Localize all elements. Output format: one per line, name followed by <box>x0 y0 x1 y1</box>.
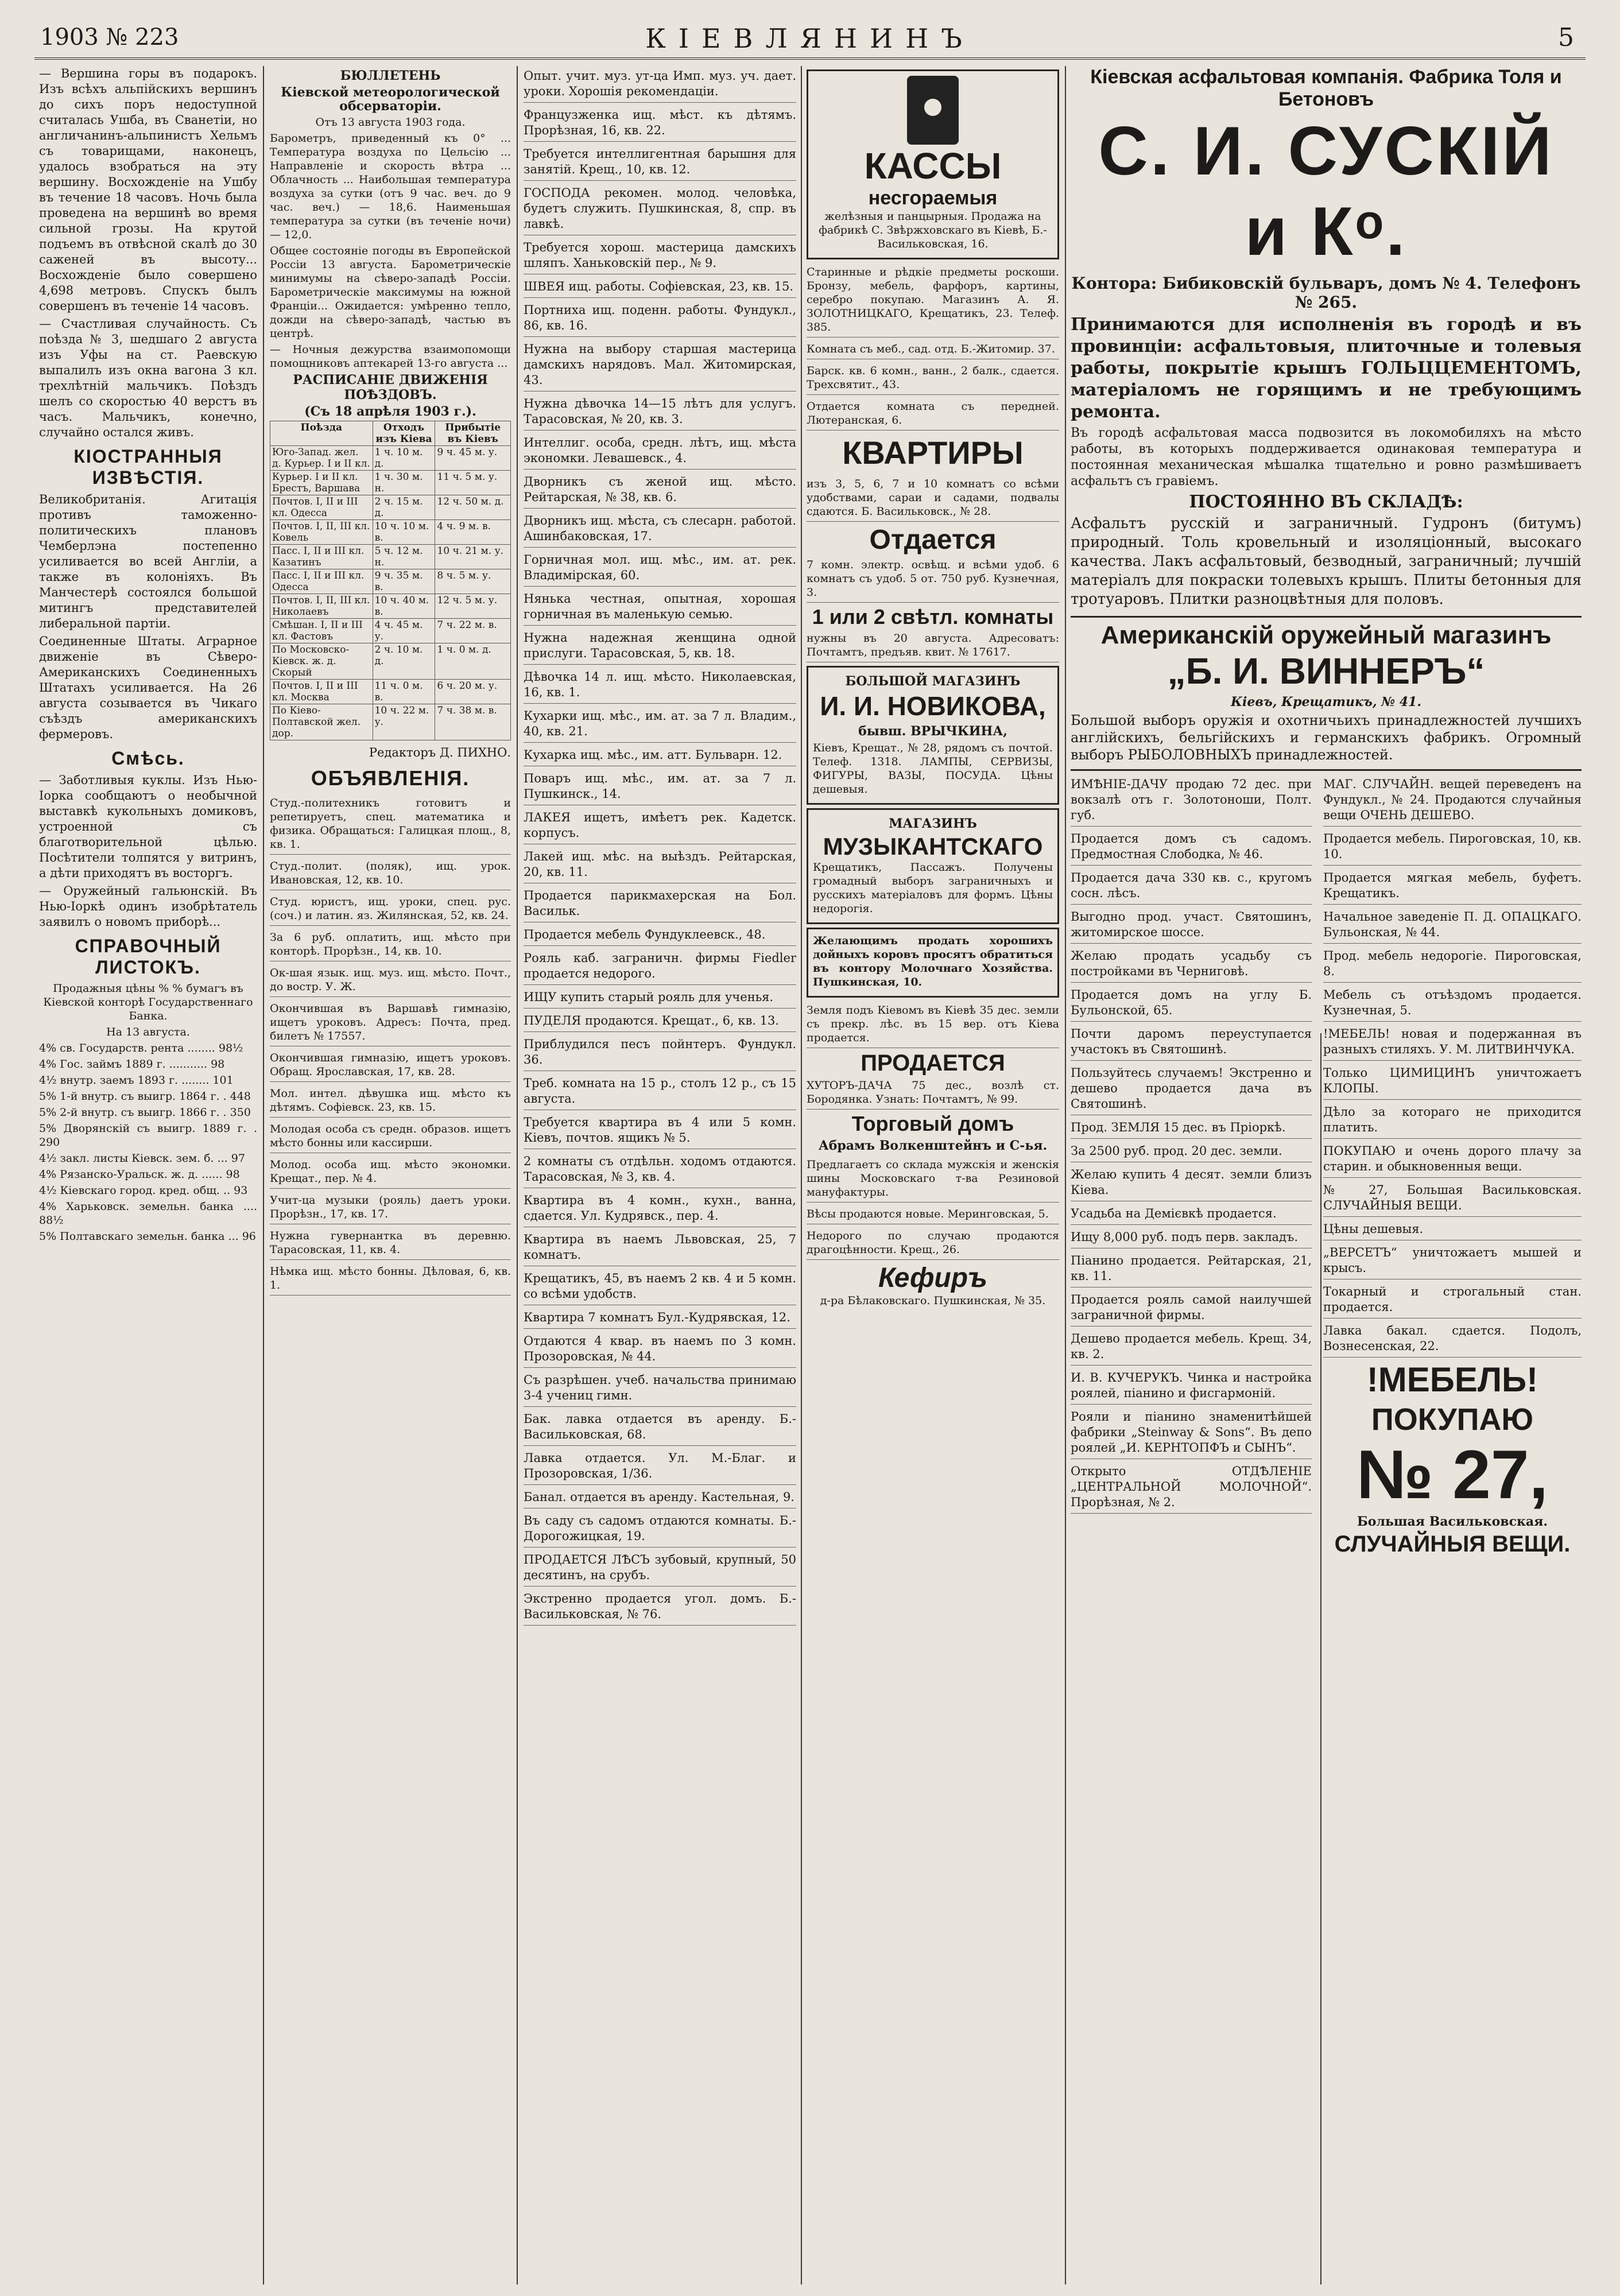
classified-ad: Мол. интел. дѣвушка ищ. мѣсто къ дѣтямъ. Софіевск. 23, кв. 15. <box>270 1084 511 1118</box>
classified-ad: 4½ закл. листы Кіевск. зем. б. ... 97 <box>39 1152 245 1165</box>
trade-house-text: Предлагаетъ со склада мужскія и женскія шины Московскаго т-ва Резиновой мануфактуры. <box>807 1155 1059 1203</box>
classified-ad: Ищу 8,000 руб. подъ перв. закладъ. <box>1071 1227 1312 1248</box>
classified-ad: Піанино продается. Рейтарская, 21, кв. 11. <box>1071 1251 1312 1287</box>
column-rule <box>517 66 518 2285</box>
classified-ad: Продается парикмахерская на Бол. Васильк. <box>524 886 796 922</box>
cows-advert <box>807 928 1059 998</box>
night-duty-text: — Ночныя дежурства взаимопомощи помощниковъ аптекарей 13-го августа ... <box>270 343 511 370</box>
music-shop-title: МУЗЫКАНТСКАГО <box>823 833 1043 860</box>
classified-ad: Дѣвочка 14 л. ищ. мѣсто. Николаевская, 16, кв. 1. <box>524 667 796 704</box>
schedule-cell: 12 ч. 5 м. у. <box>435 594 511 619</box>
classified-ad: Окончившая въ Варшавѣ гимназію, ищетъ уроковъ. Адресъ: Почта, пред. билетъ № 17557. <box>270 999 511 1046</box>
classified-ad: Продается мебель Фундуклеевск., 48. <box>524 925 796 946</box>
classified-ad: Студ.-полит. (поляк), ищ. урок. Ивановская, 12, кв. 10. <box>270 857 511 890</box>
page-number: 5 <box>1558 23 1574 52</box>
schedule-cell: Пасс. I, II и III кл. Казатинъ <box>270 545 373 569</box>
music-shop-pre: МАГАЗИНЪ <box>889 816 977 831</box>
classified-ad: Продается домъ на углу Б. Бульонской, 65. <box>1071 985 1312 1022</box>
novikov-advert <box>807 666 1059 805</box>
schedule-row <box>270 594 511 619</box>
shop-title: СЛУЧАЙНЫЯ ВЕЩИ. <box>1334 1531 1571 1557</box>
reference-subtitle: Продажныя цѣны % % бумагъ въ Кіевской конторѣ Государственнаго Банка. <box>43 982 253 1022</box>
bulletin-text: Барометръ, приведенный къ 0° ... Температура воздуха по Цельсію ... Направленіе и скорость вѣтра ... Облачность ... Наибольшая температура воздуха за сутки (отъ 9 час. веч. до 9 час. веч.) — 18,6. Наименьшая температура за сутки (въ теченіе ночи) — 12,0. <box>270 132 511 241</box>
classified-ad: Требуется квартира въ 4 или 5 комн. Кіевъ, почтов. ящикъ № 5. <box>524 1112 796 1149</box>
classified-ad: ИЩУ купить старый рояль для ученья. <box>524 987 796 1009</box>
classified-ad: Продается рояль самой наилучшей заграничной фирмы. <box>1071 1290 1312 1327</box>
classified-ad: Желаю продать усадьбу съ постройками въ Черниговѣ. <box>1071 946 1312 983</box>
classified-ad: Портниха ищ. поденн. работы. Фундукл., 86, кв. 16. <box>524 300 796 337</box>
schedule-cell: 6 ч. 20 м. у. <box>435 680 511 704</box>
classified-ad: Мебель съ отъѣздомъ продается. Кузнечная, 5. <box>1323 985 1582 1022</box>
editor-line: Редакторъ Д. ПИХНО. <box>369 746 511 759</box>
schedule-cell: 2 ч. 10 м. д. <box>373 643 435 680</box>
kefir-title: Кефиръ <box>878 1263 987 1293</box>
classified-ad: Горничная мол. ищ. мѣс., им. ат. рек. Владимірская, 60. <box>524 550 796 587</box>
reference-date: На 13 августа. <box>106 1026 190 1038</box>
classified-ad: 4% Рязанско-Уральск. ж. д. ...... 98 <box>39 1168 240 1181</box>
schedule-cell: 9 ч. 45 м. у. <box>435 446 511 471</box>
classified-ad: Рояли и піанино знаменитѣйшей фабрики „Steinway & Sons“. Въ депо роялей „И. КЕРНТОПФЪ и СЫНЪ“. <box>1071 1407 1312 1459</box>
news-paragraph: — Счастливая случайность. Съ поѣзда № 3, шедшаго 2 августа изъ Уфы на ст. Раевскую выпалилъ изъ окна вагона 3 кл. трехлѣтній мальчикъ. Поѣздъ шелъ со скоростью 40 верстъ въ часъ. Мальчикъ, конечно, случайно остался живъ. <box>39 317 257 439</box>
schedule-cell: Пасс. I, II и III кл. Одесса <box>270 569 373 594</box>
classified-ad: ШВЕЯ ищ. работы. Софіевская, 23, кв. 15. <box>524 277 796 298</box>
classified-ad: Дворникъ съ женой ищ. мѣсто. Рейтарская, № 38, кв. 6. <box>524 472 796 509</box>
music-shop-advert <box>807 808 1059 924</box>
schedule-cell: 1 ч. 0 м. д. <box>435 643 511 680</box>
for-rent-title: Отдается <box>869 525 997 555</box>
classified-ad: Начальное заведеніе П. Д. ОПАЦКАГО. Бульонская, № 44. <box>1323 907 1582 944</box>
furniture-title: !МЕБЕЛЬ! <box>1366 1360 1538 1399</box>
classified-ad: 5% Полтавскаго земельн. банка ... 96 <box>39 1230 256 1243</box>
asphalt-office: Контора: Бибиковскій бульваръ, домъ № 4. Телефонъ № 265. <box>1071 274 1581 312</box>
schedule-cell: 12 ч. 50 м. д. <box>435 495 511 520</box>
classified-list <box>270 794 511 1296</box>
schedule-row <box>270 569 511 594</box>
classified-ad: 4½ внутр. заемъ 1893 г. ........ 101 <box>39 1074 234 1087</box>
classified-ad: Квартира 7 комнатъ Бул.-Кудрявская, 12. <box>524 1308 796 1329</box>
schedule-cell: 2 ч. 15 м. д. <box>373 495 435 520</box>
schedule-header-cell: Отходъ изъ Кіева <box>373 421 435 446</box>
classified-ad: Дѣло за котораго не приходится платить. <box>1323 1102 1582 1139</box>
classified-ad: Студ.-политехникъ готовитъ и репетируетъ, спец. математика и физика. Обращаться: Галицкая площ., 8, кв. 1. <box>270 794 511 855</box>
classified-list <box>807 340 1059 430</box>
trade-house-sub: Абрамъ Волкенштейнъ и С-ья. <box>818 1138 1048 1153</box>
classified-ad: Отдается комната съ передней. Лютеранская, 6. <box>807 397 1059 430</box>
classified-ad: Приблудился песъ пойнтеръ. Фундукл. 36. <box>524 1034 796 1071</box>
schedule-cell: Почтов. I, II и III кл. Одесса <box>270 495 373 520</box>
classified-ad: Только ЦИМИЦИНЪ уничтожаетъ КЛОПЫ. <box>1323 1063 1582 1100</box>
issue-number: 1903 № 223 <box>40 24 179 51</box>
schedule-row <box>270 680 511 704</box>
bulletin-subtitle: Кіевской метеорологической обсерваторіи. <box>281 85 500 114</box>
classified-ad: За 2500 руб. прод. 20 дес. земли. <box>1071 1141 1312 1162</box>
arms-address: Кіевъ, Крещатикъ, № 41. <box>1230 695 1422 709</box>
column-5 <box>1071 66 1582 2285</box>
classified-ad: Квартира въ 4 комн., кухн., ванна, сдается. Ул. Кудрявск., пер. 4. <box>524 1190 796 1227</box>
classified-ad: Опыт. учит. муз. ут-ца Имп. муз. уч. дает. уроки. Хорошія рекомендаціи. <box>524 66 796 103</box>
schedule-cell: 10 ч. 21 м. у. <box>435 545 511 569</box>
classified-ad: Молодая особа съ средн. образов. ищетъ мѣсто бонны или кассирши. <box>270 1120 511 1153</box>
securities-list <box>39 1041 257 1243</box>
news-paragraph: Соединенные Штаты. Аграрное движеніе въ Сѣверо-Американскихъ Соединенныхъ Штатахъ усиливается. На 26 августа созывается въ Чикаго съѣздъ американскихъ фермеровъ. <box>39 634 257 741</box>
asphalt-stock-text: Асфальтъ русскій и заграничный. Гудронъ (битумъ) природный. Толь кровельный и изоляціонный, высокаго качества. Лакъ асфальтовый, безводный, заграничный; лучшій матеріалъ для покраски толевыхъ крышъ. Плиты бетонныя для тротуаровъ. Плитки разноцвѣтныя для половъ. <box>1071 515 1582 608</box>
column-rule <box>801 66 802 2285</box>
classified-ad: Комната съ меб., сад. отд. Б.-Житомир. 37. <box>807 340 1059 359</box>
classified-ad: Кухарка ищ. мѣс., им. атт. Бульварн. 12. <box>524 745 796 766</box>
classified-ad: !МЕБЕЛЬ! новая и подержанная въ разныхъ стиляхъ. У. М. ЛИТВИНЧУКА. <box>1323 1024 1582 1061</box>
classified-ad: Интеллиг. особа, средн. лѣтъ, ищ. мѣста экономки. Левашевск., 4. <box>524 433 796 470</box>
section-heading: КІОСТРАННЫЯ ИЗВѢСТІЯ. <box>73 446 223 488</box>
schedule-row <box>270 619 511 643</box>
classified-ad: 4% Харьковск. земельн. банка .... 88½ <box>39 1200 257 1227</box>
for-sale-title: ПРОДАЕТСЯ <box>861 1050 1005 1076</box>
classified-ad: Нянька честная, опытная, хорошая горничная въ маленькую семью. <box>524 589 796 626</box>
apartments-text: изъ 3, 5, 6, 7 и 10 комнатъ со всѣми удобствами, сараи и садами, подвалы сдаются. Б. Васильковск., № 28. <box>807 475 1059 522</box>
announcements-heading: ОБЪЯВЛЕНІЯ. <box>311 766 470 790</box>
schedule-header-cell: Поѣзда <box>270 421 373 446</box>
schedule-cell: 10 ч. 40 м. в. <box>373 594 435 619</box>
classified-ad: 4½ Кіевскаго город. кред. общ. .. 93 <box>39 1184 248 1197</box>
classified-ad: Требуется интеллигентная барышня для занятій. Крещ., 10, кв. 12. <box>524 144 796 181</box>
classified-ad: Крещатикъ, 45, въ наемъ 2 кв. 4 и 5 комн. со всѣми удобств. <box>524 1269 796 1305</box>
novikov-title: И. И. НОВИКОВА, <box>820 691 1046 721</box>
classified-ad: Бак. лавка отдается въ аренду. Б.-Васильковская, 68. <box>524 1409 796 1446</box>
schedule-cell: 5 ч. 12 м. н. <box>373 545 435 569</box>
schedule-cell: Смѣшан. I, II и III кл. Фастовъ <box>270 619 373 643</box>
schedule-cell: 10 ч. 10 м. в. <box>373 520 435 545</box>
schedule-row <box>270 643 511 680</box>
cows-text: Желающимъ продать хорошихъ дойныхъ коровъ просятъ обратиться въ контору Молочнаго Хозяйства. Пушкинская, 10. <box>813 934 1053 988</box>
schedule-cell: 9 ч. 35 м. в. <box>373 569 435 594</box>
novikov-text: Кіевъ, Крещат., № 28, рядомъ съ почтой. Телеф. 1318. ЛАМПЫ, СЕРВИЗЫ, ФИГУРЫ, ВАЗЫ, ПОСУДА. Цѣны дешевыя. <box>813 742 1053 796</box>
schedule-cell: 1 ч. 10 м. д. <box>373 446 435 471</box>
classified-ad: 4% Гос. займъ 1889 г. ........... 98 <box>39 1058 225 1071</box>
classified-ad: Прод. ЗЕМЛЯ 15 дес. въ Пріоркѣ. <box>1071 1118 1312 1139</box>
bulletin-title: БЮЛЛЕТЕНЬ <box>340 68 441 83</box>
for-rent-text: 7 комн. электр. освѣщ. и всѣми удоб. 6 комнатъ съ удоб. 5 от. 750 руб. Кузнечная, 3. <box>807 556 1059 603</box>
schedule-row <box>270 520 511 545</box>
schedule-row <box>270 545 511 569</box>
schedule-cell: 11 ч. 0 м. в. <box>373 680 435 704</box>
arms-text: Большой выборъ оружія и охотничьихъ принадлежностей лучшихъ англійскихъ, бельгійскихъ и германскихъ фабрикъ. Огромный выборъ РЫБОЛОВНЫХЪ принадлежностей. <box>1071 712 1582 763</box>
schedule-cell: 11 ч. 5 м. у. <box>435 471 511 495</box>
novikov-pre: БОЛЬШОЙ МАГАЗИНЪ <box>845 674 1021 689</box>
classified-ad: Желаю купить 4 десят. земли близъ Кіева. <box>1071 1165 1312 1201</box>
masthead <box>34 17 1586 60</box>
classified-ad: Нѣмка ищ. мѣсто бонны. Дѣловая, 6, кв. 1. <box>270 1262 511 1296</box>
schedule-cell: По Кіево-Полтавской жел. дор. <box>270 704 373 740</box>
classified-ad: Ок-шая язык. ищ. муз. ищ. мѣсто. Почт., до востр. У. Ж. <box>270 964 511 997</box>
bulletin-text: Общее состояніе погоды въ Европейской Россіи 13 августа. Барометрическіе минимумы на сѣверо-западѣ Россіи. Барометрическіе максимумы на южной Франціи... Ожидается: умѣренно тепло, дожди на сѣверо-западѣ, частью въ центрѣ. <box>270 245 511 340</box>
classified-ad: Цѣны дешевыя. <box>1323 1219 1582 1240</box>
classified-list <box>1323 774 1582 1358</box>
classified-ad: Кухарки ищ. мѣс., им. ат. за 7 л. Владим., 40, кв. 21. <box>524 706 796 743</box>
schedule-header-cell: Прибытіе въ Кіевъ <box>435 421 511 446</box>
classified-ad: ГОСПОДА рекомен. молод. человѣка, будетъ служить. Пушкинская, 8, спр. въ лавкѣ. <box>524 183 796 235</box>
classified-list <box>1071 774 1312 1557</box>
safes-advert <box>807 69 1059 259</box>
asphalt-advert <box>1071 66 1582 618</box>
schedule-cell: 4 ч. 9 м. в. <box>435 520 511 545</box>
shop-street: Большая Васильковская. <box>1357 1514 1548 1529</box>
schedule-row <box>270 471 511 495</box>
classified-ad: Открыто ОТДѢЛЕНІЕ „ЦЕНТРАЛЬНОЙ МОЛОЧНОЙ“. Прорѣзная, № 2. <box>1071 1461 1312 1514</box>
classified-ad: Лавка бакал. сдается. Подолъ, Вознесенская, 22. <box>1323 1321 1582 1358</box>
music-shop-text: Крещатикъ, Пассажъ. Получены громадный выборъ заграничныхъ и русскихъ матеріаловъ для формъ. Цѣны недорогія. <box>813 861 1053 915</box>
asphalt-stock-title: ПОСТОЯННО ВЪ СКЛАДѢ: <box>1189 492 1463 512</box>
classified-ad: ПРОДАЕТСЯ ЛѢСЪ зубовый, крупный, 50 десятинъ, на срубъ. <box>524 1550 796 1587</box>
classified-ad: „ВЕРСЕТЪ“ уничтожаетъ мышей и крысъ. <box>1323 1243 1582 1279</box>
classified-ad: Квартира въ наемъ Львовская, 25, 7 комнатъ. <box>524 1230 796 1266</box>
classified-ad: Дворникъ ищ. мѣста, съ слесарн. работой. Ашинбаковская, 17. <box>524 511 796 548</box>
jewelry-advert: Недорого по случаю продаются драгоцѣнности. Крещ., 26. <box>807 1227 1059 1260</box>
land-advert: Земля подъ Кіевомъ въ Кіевѣ 35 дес. земли съ прекр. лѣс. въ 15 вер. отъ Кіева продается. <box>807 1001 1059 1048</box>
classified-ad: Въ саду съ садомъ отдаются комнаты. Б.-Дорогожицкая, 19. <box>524 1511 796 1548</box>
news-paragraph: — Вершина горы въ подарокъ. Изъ всѣхъ альпійскихъ вершинъ до сихъ поръ недоступной считалась Ушба, въ Сванетіи, но англичанинъ-альпинистъ Хельмъ съ товарищами, наконецъ, удалось взобраться на эту вершину. Восхожденіе на Ушбу въ течение 18 часовъ. Ночь была проведена на вершинѣ во время сильной грозы. На крутой подъемъ въ отвѣсной скалѣ до 30 саженей въ высоту... Восхожденіе было совершено 4,698 метровъ. Спускъ былъ совершенъ въ теченіе 14 часовъ. <box>39 67 257 313</box>
classified-list <box>524 66 796 1626</box>
antique-advert: Старинные и рѣдкіе предметы роскоши. Бронзу, мебель, фарфоръ, картины, серебро покупаю. Магазинъ А. Я. ЗОЛОТНИЦКАГО, Крещатикъ, 23. Телеф. 385. <box>807 263 1059 338</box>
classified-ad: Дешево продается мебель. Крещ. 34, кв. 2. <box>1071 1329 1312 1366</box>
schedule-cell: 7 ч. 22 м. в. <box>435 619 511 643</box>
column-rule <box>1065 66 1066 2285</box>
for-sale-text: ХУТОРЪ-ДАЧА 75 дес., возлѣ ст. Бородянка. Узнать: Почтамтъ, № 99. <box>807 1076 1059 1110</box>
classified-ad: Французженка ищ. мѣст. къ дѣтямъ. Прорѣзная, 16, кв. 22. <box>524 105 796 142</box>
classified-ad: ИМѢНІЕ-ДАЧУ продаю 72 дес. при вокзалѣ отъ г. Золотоноши, Полт. губ. <box>1071 774 1312 827</box>
rooms-title: 1 или 2 свѣтл. комнаты <box>812 605 1054 629</box>
classified-ad: 4% св. Государств. рента ........ 98½ <box>39 1042 243 1054</box>
column-4 <box>807 66 1059 2285</box>
classified-ad: Усадьба на Демієвкѣ продается. <box>1071 1204 1312 1225</box>
classified-ad: Поваръ ищ. мѣс., им. ат. за 7 л. Пушкинск., 14. <box>524 769 796 805</box>
column-5-right <box>1323 774 1582 1557</box>
classified-ad: Лавка отдается. Ул. М.-Благ. и Прозоровская, 1/36. <box>524 1448 796 1485</box>
classified-ad: Треб. комната на 15 р., столъ 12 р., съ 15 августа. <box>524 1073 796 1110</box>
classified-ad: Продается мебель. Пироговская, 10, кв. 10. <box>1323 829 1582 866</box>
schedule-subtitle: (Съ 18 апрѣля 1903 г.). <box>304 404 476 419</box>
classified-ad: Прод. мебель недорогіе. Пироговская, 8. <box>1323 946 1582 983</box>
column-2 <box>270 66 511 2285</box>
rooms-text: нужны въ 20 августа. Адресоватъ: Почтамтъ, предъяв. квит. № 17617. <box>807 629 1059 662</box>
schedule-row <box>270 704 511 740</box>
classified-ad: ПОКУПАЮ и очень дорого плачу за старин. и обыкновенныя вещи. <box>1323 1141 1582 1178</box>
classified-ad: И. В. КУЧЕРУКЪ. Чинка и настройка роялей, піанино и фисгармоній. <box>1071 1368 1312 1405</box>
classified-ad: Лакей ищ. мѣс. на выѣздъ. Рейтарская, 20, кв. 11. <box>524 847 796 883</box>
schedule-row <box>270 495 511 520</box>
newspaper-title: КІЕВЛЯНИНЪ <box>645 23 975 54</box>
schedule-cell: Почтов. I, II и III кл. Москва <box>270 680 373 704</box>
section-heading: СПРАВОЧНЫЙ ЛИСТОКЪ. <box>75 936 222 978</box>
classified-ad: Экстренно продается угол. домъ. Б.-Васильковская, № 76. <box>524 1589 796 1626</box>
schedule-cell: По Московско-Кіевск. ж. д. Скорый <box>270 643 373 680</box>
classified-ad: Учит-ца музыки (рояль) даетъ уроки. Прорѣзн., 17, кв. 17. <box>270 1191 511 1224</box>
classified-ad: Барск. кв. 6 комн., ванн., 2 балк., сдается. Трехсвятит., 43. <box>807 362 1059 395</box>
novikov-sub: бывш. ВРЫЧКИНА, <box>858 724 1007 739</box>
kefir-text: д-ра Бѣлаковскаго. Пушкинская, № 35. <box>820 1294 1046 1307</box>
classified-ad: 5% 1-й внутр. съ выигр. 1864 г. . 448 <box>39 1090 251 1103</box>
schedule-cell: 7 ч. 38 м. в. <box>435 704 511 740</box>
bulletin-date: Отъ 13 августа 1903 года. <box>315 116 466 129</box>
schedule-cell: Юго-Запад. жел. д. Курьер. I и II кл. <box>270 446 373 471</box>
arms-name: „Б. И. ВИННЕРЪ“ <box>1167 650 1485 692</box>
column-rule <box>263 66 264 2285</box>
schedule-title: РАСПИСАНІЕ ДВИЖЕНІЯ ПОѢЗДОВЪ. <box>293 373 488 402</box>
asphalt-small: Въ городѣ асфальтовая масса подвозится въ локомобиляхъ на мѣсто работы, въ которыхъ поддерживается одинаковая температура и постоянная механическая мѣшалка тщательно и ровно размѣшиваетъ асфальтъ съ гравіемъ. <box>1071 426 1582 488</box>
classified-ad: Продается домъ съ садомъ. Предмостная Слободка, № 46. <box>1071 829 1312 866</box>
safes-text: желѣзныя и панцырныя. Продажа на фабрикѣ С. Звѣржховскаго въ Кіевѣ, Б.-Васильковская, 16. <box>819 210 1047 250</box>
classified-ad: Почти даромъ переуступается участокъ въ Святошинѣ. <box>1071 1024 1312 1061</box>
train-schedule-table <box>270 421 511 740</box>
classified-ad: Токарный и строгальный стан. продается. <box>1323 1282 1582 1318</box>
classified-ad: 5% Дворянскій съ выигр. 1889 г. . 290 <box>39 1122 257 1149</box>
classified-ad: ПУДЕЛЯ продаются. Крещат., 6, кв. 13. <box>524 1011 796 1032</box>
safe-icon <box>907 76 959 145</box>
schedule-cell: 4 ч. 45 м. у. <box>373 619 435 643</box>
section-heading: Смѣсь. <box>111 748 185 769</box>
schedule-cell: Почтов. I, II, III кл. Ковель <box>270 520 373 545</box>
schedule-cell: Курьер. I и II кл. Брестъ, Варшава <box>270 471 373 495</box>
classified-ad: 5% 2-й внутр. съ выигр. 1866 г. . 350 <box>39 1106 251 1119</box>
asphalt-name: С. И. СУСКІЙ и Кᵒ. <box>1098 113 1554 270</box>
classified-ad: Продается дача 330 кв. с., кругомъ сосн. лѣсъ. <box>1071 868 1312 905</box>
classified-ad: Нужна дѣвочка 14—15 лѣтъ для услугъ. Тарасовская, № 20, кв. 3. <box>524 394 796 430</box>
news-paragraph: Великобританія. Агитація противъ таможенно-политическихъ плановъ Чемберлэна постепенно усиливается во всей Англіи, а также въ колоніяхъ. Въ Манчестерѣ состоялся большой митингъ представителей либеральной партіи. <box>39 492 257 630</box>
schedule-cell: 8 ч. 5 м. у. <box>435 569 511 594</box>
schedule-row <box>270 446 511 471</box>
safes-title: КАССЫ <box>864 145 1002 187</box>
schedule-cell: 1 ч. 30 м. н. <box>373 471 435 495</box>
trade-house-title: Торговый домъ <box>851 1112 1014 1135</box>
news-paragraph: — Заботливыя куклы. Изъ Нью-Іорка сообщаютъ о необычной выставкѣ кукольныхъ домиковъ, устроенной съ благотворительной цѣлью. Посѣтители толпятся у витринъ, а дѣти приходятъ въ восторгъ. <box>39 773 257 880</box>
shop-number: № 27, <box>1357 1436 1548 1513</box>
apartments-title: КВАРТИРЫ <box>842 435 1024 471</box>
column-5-subcolumns <box>1071 774 1582 1557</box>
scales-advert: Вѣсы продаются новые. Меринговская, 5. <box>807 1205 1059 1224</box>
classified-ad: № 27, Большая Васильковская. СЛУЧАЙНЫЯ ВЕЩИ. <box>1323 1180 1582 1217</box>
classified-ad: Нужна надежная женщина одной прислуги. Тарасовская, 5, кв. 18. <box>524 628 796 665</box>
classified-ad: Продается мягкая мебель, буфетъ. Крещатикъ. <box>1323 868 1582 905</box>
classified-ad: Окончившая гимназію, ищетъ уроковъ. Обращ. Ярославская, 17, кв. 28. <box>270 1049 511 1082</box>
classified-ad: Пользуйтесь случаемъ! Экстренно и дешево продается дача въ Святошинѣ. <box>1071 1063 1312 1115</box>
column-1 <box>39 66 257 2285</box>
buying-title: ПОКУПАЮ <box>1371 1402 1534 1437</box>
classified-ad: Выгодно прод. участ. Святошинъ, житомирское шоссе. <box>1071 907 1312 944</box>
classified-ad: Требуется хорош. мастерица дамскихъ шляпъ. Ханьковскій пер., № 9. <box>524 238 796 274</box>
news-paragraph: — Оружейный гальюнскій. Въ Нью-Іоркѣ одинъ изобрѣтатель заявилъ о новомъ приборѣ... <box>39 884 257 929</box>
asphalt-text: Принимаются для исполненія въ городѣ и въ провинціи: асфальтовыя, плиточные и толевыя работы, покрытіе крышъ ГОЛЬЦЦЕМЕНТОМЪ, матеріаломъ не горящимъ и не требующимъ ремонта. <box>1071 315 1582 422</box>
classified-ad: Рояль каб. заграничн. фирмы Fiedler продается недорого. <box>524 948 796 985</box>
column-3 <box>524 66 796 2285</box>
classified-ad: МАГ. СЛУЧАЙН. вещей переведенъ на Фундукл., № 24. Продаются случайныя вещи ОЧЕНЬ ДЕШЕВО. <box>1323 774 1582 827</box>
arms-title: Американскій оружейный магазинъ <box>1100 621 1552 649</box>
safes-subtitle: несгораемыя <box>868 187 998 209</box>
classified-ad: Отдаются 4 квар. въ наемъ по 3 комн. Прозоровская, № 44. <box>524 1331 796 1368</box>
asphalt-company: Кіевская асфальтовая компанія. Фабрика Толя и Бетоновъ <box>1090 66 1562 110</box>
classified-ad: ЛАКЕЯ ищетъ, имѣетъ рек. Кадетск. корпусъ. <box>524 808 796 844</box>
classified-ad: За 6 руб. оплатить, ищ. мѣсто при конторѣ. Прорѣзн., 14, кв. 10. <box>270 928 511 961</box>
classified-ad: Молод. особа ищ. мѣсто экономки. Крещат., пер. № 4. <box>270 1155 511 1189</box>
arms-advert <box>1071 618 1582 771</box>
classified-ad: Студ. юристъ, ищ. уроки, спец. рус. (соч.) и латин. яз. Жилянская, 52, кв. 24. <box>270 893 511 926</box>
classified-ad: Съ разрѣшен. учеб. начальства принимаю 3-4 учениц гимн. <box>524 1370 796 1407</box>
schedule-cell: 10 ч. 22 м. у. <box>373 704 435 740</box>
classified-ad: Банал. отдается въ аренду. Кастельная, 9. <box>524 1487 796 1508</box>
classified-ad: Нужна на выбору старшая мастерица дамскихъ нарядовъ. Мал. Житомирская, 43. <box>524 339 796 391</box>
classified-ad: 2 комнаты съ отдѣльн. ходомъ отдаются. Тарасовская, № 3, кв. 4. <box>524 1151 796 1188</box>
schedule-cell: Почтов. I, II, III кл. Николаевъ <box>270 594 373 619</box>
classified-ad: Нужна гувернантка въ деревню. Тарасовская, 11, кв. 4. <box>270 1227 511 1260</box>
